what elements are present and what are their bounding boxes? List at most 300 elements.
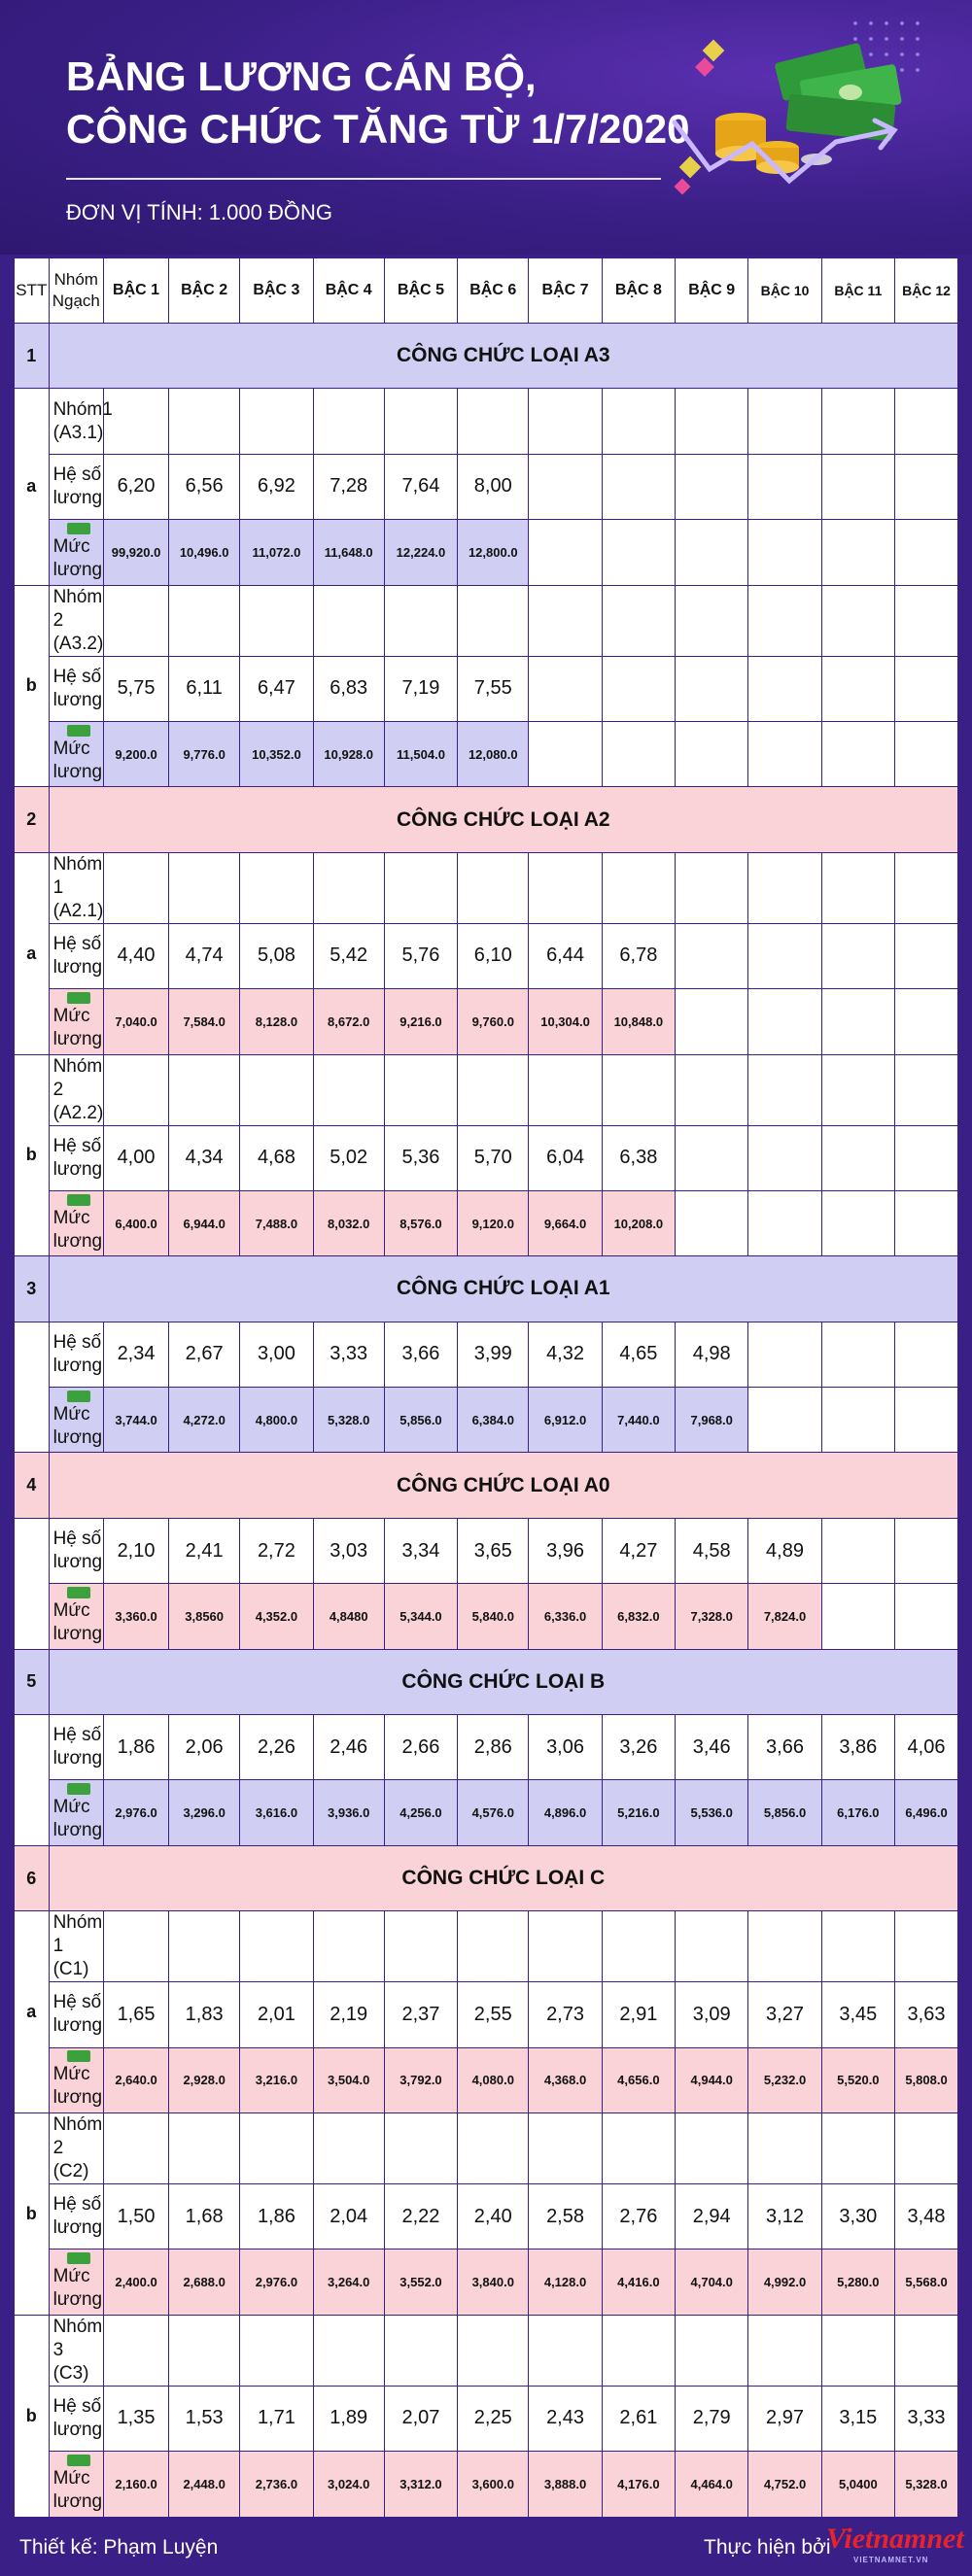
coefficient-cell: 2,61	[602, 2386, 675, 2451]
wage-cell: 5,568.0	[895, 2250, 958, 2315]
empty-cell	[676, 923, 748, 988]
coefficient-cell: 2,55	[458, 1982, 529, 2047]
empty-cell	[104, 2112, 169, 2183]
cash-icon	[67, 725, 90, 737]
wage-cell: 6,912.0	[529, 1388, 602, 1453]
coefficient-cell: 3,33	[895, 2386, 958, 2451]
empty-cell	[169, 2112, 240, 2183]
coefficient-cell: 1,53	[169, 2386, 240, 2451]
wage-cell: 8,032.0	[313, 1190, 384, 1255]
empty-cell	[384, 852, 457, 923]
empty-cell	[748, 2112, 821, 2183]
coefficient-cell: 1,68	[169, 2183, 240, 2249]
coefficient-cell: 1,71	[240, 2386, 313, 2451]
empty-cell	[748, 1190, 821, 1255]
coefficient-row	[15, 1982, 958, 2047]
wage-cell: 3,840.0	[458, 2250, 529, 2315]
empty-cell	[748, 852, 821, 923]
section-row	[15, 787, 958, 852]
wage-cell: 11,072.0	[240, 520, 313, 585]
empty-cell	[821, 2112, 894, 2183]
empty-cell	[676, 520, 748, 585]
coefficient-cell: 2,66	[384, 1715, 457, 1780]
coefficient-cell: 5,08	[240, 923, 313, 988]
group-letter: b	[15, 585, 50, 787]
empty-cell	[748, 721, 821, 786]
coefficient-cell: 6,10	[458, 923, 529, 988]
wage-cell: 10,304.0	[529, 989, 602, 1054]
empty-cell	[529, 2112, 602, 2183]
wage-label: Mức lương	[52, 2467, 103, 2512]
coefficient-cell: 4,27	[602, 1518, 675, 1583]
empty-cell	[458, 852, 529, 923]
wage-cell: 2,976.0	[104, 1780, 169, 1845]
wage-cell: 7,488.0	[240, 1190, 313, 1255]
wage-cell: 2,448.0	[169, 2452, 240, 2517]
empty-cell	[384, 2315, 457, 2386]
coefficient-cell: 3,27	[748, 1982, 821, 2047]
coefficient-cell: 2,26	[240, 1715, 313, 1780]
empty-cell	[821, 389, 894, 454]
logo-subtext: VIETNAMNET.VN	[853, 2556, 929, 2564]
wage-label-cell	[49, 1780, 104, 1845]
empty-cell	[821, 1911, 894, 1982]
wage-cell: 4,896.0	[529, 1780, 602, 1845]
wage-cell: 8,672.0	[313, 989, 384, 1054]
empty-cell	[240, 852, 313, 923]
wage-row	[15, 989, 958, 1054]
wage-row	[15, 1388, 958, 1453]
wage-cell: 3,312.0	[384, 2452, 457, 2517]
coefficient-cell: 3,86	[821, 1715, 894, 1780]
empty-cell	[458, 2315, 529, 2386]
empty-cell	[895, 1054, 958, 1125]
coefficient-row	[15, 1518, 958, 1583]
coefficient-cell: 4,34	[169, 1125, 240, 1190]
empty-cell	[748, 454, 821, 519]
wage-cell: 6,384.0	[458, 1388, 529, 1453]
empty-cell	[748, 1125, 821, 1190]
empty-cell	[240, 1911, 313, 1982]
wage-cell: 6,336.0	[529, 1584, 602, 1649]
coefficient-cell: 3,96	[529, 1518, 602, 1583]
empty-cell	[384, 1911, 457, 1982]
wage-cell: 5,232.0	[748, 2047, 821, 2112]
coefficient-cell: 4,32	[529, 1322, 602, 1387]
wage-cell: 6,176.0	[821, 1780, 894, 1845]
coefficient-cell: 2,19	[313, 1982, 384, 2047]
coefficient-cell: 2,04	[313, 2183, 384, 2249]
coefficient-cell: 3,99	[458, 1322, 529, 1387]
wage-cell: 5,808.0	[895, 2047, 958, 2112]
coefficient-cell: 2,43	[529, 2386, 602, 2451]
coefficient-label: Hệ số lương	[49, 1125, 104, 1190]
section-title: CÔNG CHỨC LOẠI A2	[49, 787, 957, 852]
empty-cell	[529, 852, 602, 923]
logo-text: Vietnamnet	[826, 2523, 964, 2555]
section-row	[15, 324, 958, 389]
wage-label-cell	[49, 721, 104, 786]
wage-cell: 3,888.0	[529, 2452, 602, 2517]
wage-label: Mức lương	[52, 1207, 103, 1252]
group-letter	[15, 1518, 50, 1649]
coefficient-cell: 2,79	[676, 2386, 748, 2451]
wage-cell: 9,216.0	[384, 989, 457, 1054]
wage-cell: 4,176.0	[602, 2452, 675, 2517]
coefficient-cell: 3,65	[458, 1518, 529, 1583]
empty-cell	[313, 1054, 384, 1125]
unit-label: ĐƠN VỊ TÍNH: 1.000 ĐỒNG	[66, 200, 332, 224]
section-title: CÔNG CHỨC LOẠI B	[49, 1649, 957, 1714]
empty-cell	[313, 2315, 384, 2386]
empty-cell	[748, 389, 821, 454]
empty-cell	[602, 1054, 675, 1125]
empty-cell	[821, 1388, 894, 1453]
coefficient-cell: 2,58	[529, 2183, 602, 2249]
wage-cell: 4,080.0	[458, 2047, 529, 2112]
coefficient-row	[15, 2183, 958, 2249]
empty-cell	[384, 585, 457, 656]
cash-icon	[67, 992, 90, 1004]
coefficient-cell: 6,83	[313, 656, 384, 721]
coefficient-cell: 3,45	[821, 1982, 894, 2047]
wage-cell: 2,688.0	[169, 2250, 240, 2315]
coefficient-cell: 6,78	[602, 923, 675, 988]
empty-cell	[821, 520, 894, 585]
wage-cell: 3,8560	[169, 1584, 240, 1649]
group-name: Nhóm1 (A3.1)	[49, 389, 104, 454]
wage-cell: 4,944.0	[676, 2047, 748, 2112]
wage-cell: 8,128.0	[240, 989, 313, 1054]
wage-cell: 4,368.0	[529, 2047, 602, 2112]
cash-icon	[67, 2252, 90, 2264]
empty-cell	[676, 1911, 748, 1982]
wage-cell: 3,264.0	[313, 2250, 384, 2315]
empty-cell	[602, 656, 675, 721]
wage-cell: 6,496.0	[895, 1780, 958, 1845]
coefficient-cell: 3,09	[676, 1982, 748, 2047]
coefficient-cell: 5,02	[313, 1125, 384, 1190]
table-header-row	[15, 258, 958, 324]
empty-cell	[895, 1584, 958, 1649]
group-letter: a	[15, 852, 50, 1054]
coefficient-cell: 2,76	[602, 2183, 675, 2249]
coefficient-cell: 2,34	[104, 1322, 169, 1387]
money-illustration	[671, 14, 962, 235]
empty-cell	[748, 2315, 821, 2386]
coefficient-cell: 1,86	[240, 2183, 313, 2249]
coefficient-row	[15, 454, 958, 519]
empty-cell	[895, 454, 958, 519]
empty-cell	[821, 852, 894, 923]
group-name: Nhóm 3 (C3)	[49, 2315, 104, 2386]
coefficient-cell: 3,03	[313, 1518, 384, 1583]
cash-icon	[67, 2455, 90, 2466]
empty-cell	[602, 2112, 675, 2183]
empty-cell	[169, 389, 240, 454]
empty-cell	[821, 1190, 894, 1255]
empty-cell	[529, 1054, 602, 1125]
empty-cell	[748, 989, 821, 1054]
empty-cell	[313, 1911, 384, 1982]
col-header-level-3: BẬC 3	[240, 258, 313, 324]
coefficient-cell: 3,34	[384, 1518, 457, 1583]
group-letter: b	[15, 1054, 50, 1256]
wage-cell: 12,080.0	[458, 721, 529, 786]
cash-icon	[67, 1783, 90, 1795]
coefficient-cell: 3,26	[602, 1715, 675, 1780]
wage-cell: 6,400.0	[104, 1190, 169, 1255]
empty-cell	[676, 389, 748, 454]
wage-cell: 4,272.0	[169, 1388, 240, 1453]
coefficient-cell: 1,35	[104, 2386, 169, 2451]
wage-row	[15, 1584, 958, 1649]
wage-cell: 3,024.0	[313, 2452, 384, 2517]
coefficient-cell: 3,30	[821, 2183, 894, 2249]
wage-cell: 4,800.0	[240, 1388, 313, 1453]
empty-cell	[895, 389, 958, 454]
empty-cell	[240, 2315, 313, 2386]
empty-cell	[104, 585, 169, 656]
wage-cell: 7,824.0	[748, 1584, 821, 1649]
coefficient-cell: 4,65	[602, 1322, 675, 1387]
wage-cell: 3,792.0	[384, 2047, 457, 2112]
group-name-row	[15, 1054, 958, 1125]
title-line-1: BẢNG LƯƠNG CÁN BỘ,	[66, 53, 537, 99]
empty-cell	[602, 389, 675, 454]
wage-cell: 3,360.0	[104, 1584, 169, 1649]
coefficient-cell: 5,70	[458, 1125, 529, 1190]
wage-label-cell	[49, 1388, 104, 1453]
coefficient-cell: 2,67	[169, 1322, 240, 1387]
empty-cell	[458, 389, 529, 454]
empty-cell	[748, 656, 821, 721]
wage-cell: 4,8480	[313, 1584, 384, 1649]
empty-cell	[384, 2112, 457, 2183]
group-name: Nhóm 2 (A3.2)	[49, 585, 104, 656]
coefficient-cell: 7,64	[384, 454, 457, 519]
section-number: 3	[15, 1256, 50, 1322]
group-letter: a	[15, 1911, 50, 2113]
wage-label-cell	[49, 1584, 104, 1649]
empty-cell	[602, 454, 675, 519]
vietnamnet-logo	[826, 2523, 964, 2564]
empty-cell	[104, 2315, 169, 2386]
coefficient-cell: 2,91	[602, 1982, 675, 2047]
empty-cell	[602, 2315, 675, 2386]
wage-cell: 2,400.0	[104, 2250, 169, 2315]
coefficient-cell: 1,86	[104, 1715, 169, 1780]
coefficient-label: Hệ số lương	[49, 656, 104, 721]
wage-label: Mức lương	[52, 1797, 103, 1841]
group-name-row	[15, 1911, 958, 1982]
coefficient-cell: 2,22	[384, 2183, 457, 2249]
coefficient-cell: 3,00	[240, 1322, 313, 1387]
wage-label-cell	[49, 989, 104, 1054]
coefficient-cell: 6,04	[529, 1125, 602, 1190]
wage-cell: 5,0400	[821, 2452, 894, 2517]
coefficient-cell: 2,46	[313, 1715, 384, 1780]
coefficient-cell: 3,06	[529, 1715, 602, 1780]
coefficient-cell: 3,33	[313, 1322, 384, 1387]
coefficient-cell: 3,12	[748, 2183, 821, 2249]
empty-cell	[821, 585, 894, 656]
group-name-row	[15, 585, 958, 656]
empty-cell	[748, 520, 821, 585]
empty-cell	[821, 1125, 894, 1190]
empty-cell	[895, 2112, 958, 2183]
group-name-row	[15, 2315, 958, 2386]
section-title: CÔNG CHỨC LOẠI A1	[49, 1256, 957, 1322]
coefficient-cell: 2,86	[458, 1715, 529, 1780]
wage-cell: 6,832.0	[602, 1584, 675, 1649]
empty-cell	[821, 989, 894, 1054]
coefficient-cell: 6,20	[104, 454, 169, 519]
coefficient-cell: 6,38	[602, 1125, 675, 1190]
empty-cell	[529, 389, 602, 454]
wage-cell: 6,944.0	[169, 1190, 240, 1255]
empty-cell	[895, 721, 958, 786]
coefficient-cell: 1,89	[313, 2386, 384, 2451]
wage-label: Mức lương	[52, 2266, 103, 2311]
wage-row	[15, 520, 958, 585]
empty-cell	[895, 1388, 958, 1453]
empty-cell	[895, 1911, 958, 1982]
coefficient-label: Hệ số lương	[49, 1715, 104, 1780]
coefficient-cell: 3,63	[895, 1982, 958, 2047]
page-title	[66, 51, 689, 155]
coefficient-label: Hệ số lương	[49, 2183, 104, 2249]
group-name-row	[15, 852, 958, 923]
wage-cell: 5,856.0	[748, 1780, 821, 1845]
coefficient-label: Hệ số lương	[49, 923, 104, 988]
wage-cell: 5,328.0	[895, 2452, 958, 2517]
coefficient-cell: 4,98	[676, 1322, 748, 1387]
wage-cell: 10,496.0	[169, 520, 240, 585]
wage-label: Mức lương	[52, 1005, 103, 1049]
empty-cell	[458, 2112, 529, 2183]
coefficient-label: Hệ số lương	[49, 1518, 104, 1583]
section-row	[15, 1845, 958, 1910]
coefficient-label: Hệ số lương	[49, 2386, 104, 2451]
empty-cell	[169, 1911, 240, 1982]
section-number: 2	[15, 787, 50, 852]
wage-cell: 4,464.0	[676, 2452, 748, 2517]
empty-cell	[895, 2315, 958, 2386]
wage-cell: 5,840.0	[458, 1584, 529, 1649]
wage-cell: 3,600.0	[458, 2452, 529, 2517]
wage-cell: 9,776.0	[169, 721, 240, 786]
group-letter: b	[15, 2315, 50, 2517]
wage-cell: 7,328.0	[676, 1584, 748, 1649]
wage-cell: 4,576.0	[458, 1780, 529, 1845]
wage-cell: 4,352.0	[240, 1584, 313, 1649]
empty-cell	[895, 1190, 958, 1255]
wage-cell: 2,640.0	[104, 2047, 169, 2112]
empty-cell	[240, 585, 313, 656]
coefficient-label: Hệ số lương	[49, 1982, 104, 2047]
wage-cell: 11,648.0	[313, 520, 384, 585]
col-header-group: Nhóm Ngạch	[49, 258, 104, 324]
empty-cell	[104, 389, 169, 454]
wage-cell: 9,664.0	[529, 1190, 602, 1255]
empty-cell	[895, 1322, 958, 1387]
wage-cell: 10,352.0	[240, 721, 313, 786]
wage-cell: 11,504.0	[384, 721, 457, 786]
coefficient-cell: 4,40	[104, 923, 169, 988]
wage-cell: 7,040.0	[104, 989, 169, 1054]
coefficient-cell: 6,47	[240, 656, 313, 721]
wage-cell: 5,328.0	[313, 1388, 384, 1453]
empty-cell	[240, 1054, 313, 1125]
coefficient-cell: 5,76	[384, 923, 457, 988]
group-letter: a	[15, 389, 50, 585]
coefficient-cell: 2,41	[169, 1518, 240, 1583]
coefficient-cell: 2,10	[104, 1518, 169, 1583]
coefficient-cell: 1,65	[104, 1982, 169, 2047]
coefficient-cell: 8,00	[458, 454, 529, 519]
coefficient-cell: 2,40	[458, 2183, 529, 2249]
empty-cell	[169, 585, 240, 656]
col-header-level-1: BẬC 1	[104, 258, 169, 324]
col-header-level-2: BẬC 2	[169, 258, 240, 324]
coefficient-cell: 4,58	[676, 1518, 748, 1583]
coefficient-cell: 2,01	[240, 1982, 313, 2047]
wage-cell: 3,296.0	[169, 1780, 240, 1845]
coefficient-cell: 2,37	[384, 1982, 457, 2047]
coefficient-cell: 2,73	[529, 1982, 602, 2047]
coefficient-cell: 2,72	[240, 1518, 313, 1583]
salary-table	[14, 258, 958, 2518]
coefficient-cell: 4,68	[240, 1125, 313, 1190]
section-number: 6	[15, 1845, 50, 1910]
empty-cell	[240, 389, 313, 454]
produced-by-label: Thực hiện bởi	[704, 2536, 831, 2559]
group-name: Nhóm 1 (A2.1)	[49, 852, 104, 923]
col-header-stt: STT	[15, 258, 50, 324]
empty-cell	[676, 454, 748, 519]
empty-cell	[313, 852, 384, 923]
empty-cell	[313, 2112, 384, 2183]
wage-cell: 5,344.0	[384, 1584, 457, 1649]
wage-cell: 2,160.0	[104, 2452, 169, 2517]
empty-cell	[169, 2315, 240, 2386]
coefficient-cell: 3,66	[384, 1322, 457, 1387]
wage-cell: 4,992.0	[748, 2250, 821, 2315]
coefficient-cell: 5,42	[313, 923, 384, 988]
wage-cell: 3,936.0	[313, 1780, 384, 1845]
cash-icon	[67, 523, 90, 534]
empty-cell	[821, 656, 894, 721]
coefficient-cell: 5,75	[104, 656, 169, 721]
col-header-level-7: BẬC 7	[529, 258, 602, 324]
coefficient-cell: 7,28	[313, 454, 384, 519]
wage-cell: 4,128.0	[529, 2250, 602, 2315]
coefficient-cell: 1,50	[104, 2183, 169, 2249]
coefficient-cell: 7,55	[458, 656, 529, 721]
col-header-level-11: BẬC 11	[821, 258, 894, 324]
empty-cell	[529, 656, 602, 721]
wage-cell: 3,552.0	[384, 2250, 457, 2315]
group-name-row	[15, 389, 958, 454]
wage-cell: 2,928.0	[169, 2047, 240, 2112]
empty-cell	[458, 1054, 529, 1125]
wage-label: Mức lương	[52, 738, 103, 782]
wage-row	[15, 1190, 958, 1255]
wage-row	[15, 721, 958, 786]
coefficient-cell: 2,94	[676, 2183, 748, 2249]
wage-cell: 7,440.0	[602, 1388, 675, 1453]
